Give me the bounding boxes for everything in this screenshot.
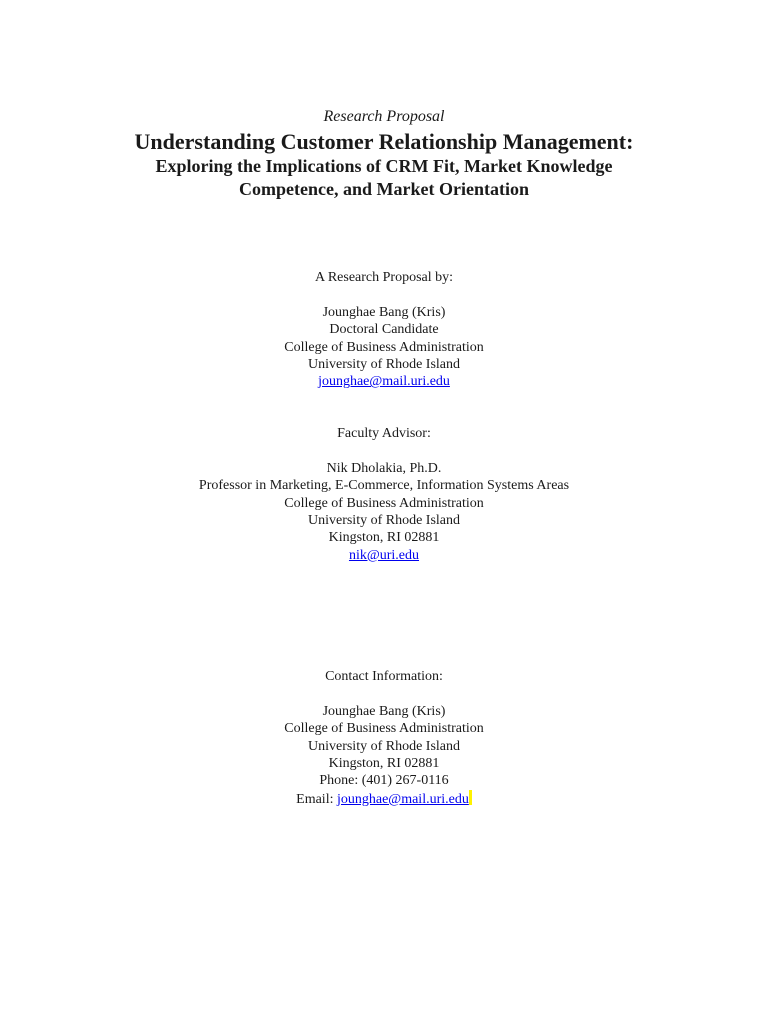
contact-email-label: Email:	[296, 791, 337, 807]
advisor-block	[0, 425, 768, 564]
advisor-college: College of Business Administration	[284, 495, 484, 511]
document-subtitle	[0, 155, 768, 201]
contact-block	[0, 668, 768, 808]
advisor-name: Nik Dholakia, Ph.D.	[326, 460, 442, 476]
author-intro: A Research Proposal by:	[314, 270, 454, 285]
advisor-email-link[interactable]: nik@uri.edu	[348, 547, 420, 563]
advisor-role: Professor in Marketing, E-Commerce, Information Systems Areas	[198, 478, 570, 494]
author-role: Doctoral Candidate	[329, 322, 439, 338]
contact-phone: Phone: (401) 267-0116	[319, 773, 449, 789]
spacer	[0, 442, 768, 459]
contact-name: Jounghae Bang (Kris)	[322, 703, 446, 719]
document-title: Understanding Customer Relationship Management:	[134, 129, 634, 154]
advisor-intro: Faculty Advisor:	[337, 426, 431, 441]
advisor-university: University of Rhode Island	[307, 513, 461, 529]
author-name: Jounghae Bang (Kris)	[322, 304, 446, 320]
author-university: University of Rhode Island	[307, 357, 461, 373]
contact-intro: Contact Information:	[325, 669, 443, 684]
contact-city: Kingston, RI 02881	[328, 756, 440, 772]
spacer	[0, 286, 768, 303]
document-kicker: Research Proposal	[323, 108, 445, 125]
advisor-city: Kingston, RI 02881	[328, 530, 440, 546]
subtitle-line-2: Competence, and Market Orientation	[239, 179, 529, 199]
contact-email-line	[0, 790, 768, 808]
author-email-link[interactable]: jounghae@mail.uri.edu	[318, 374, 450, 390]
contact-university: University of Rhode Island	[307, 738, 461, 754]
contact-email-link[interactable]: jounghae@mail.uri.edu	[336, 791, 469, 807]
contact-college: College of Business Administration	[284, 721, 484, 737]
subtitle-line-1: Exploring the Implications of CRM Fit, Market Knowledge	[155, 156, 613, 176]
spacer	[0, 685, 768, 702]
author-college: College of Business Administration	[284, 339, 484, 355]
text-highlight-mark	[469, 790, 472, 805]
author-block	[0, 269, 768, 391]
